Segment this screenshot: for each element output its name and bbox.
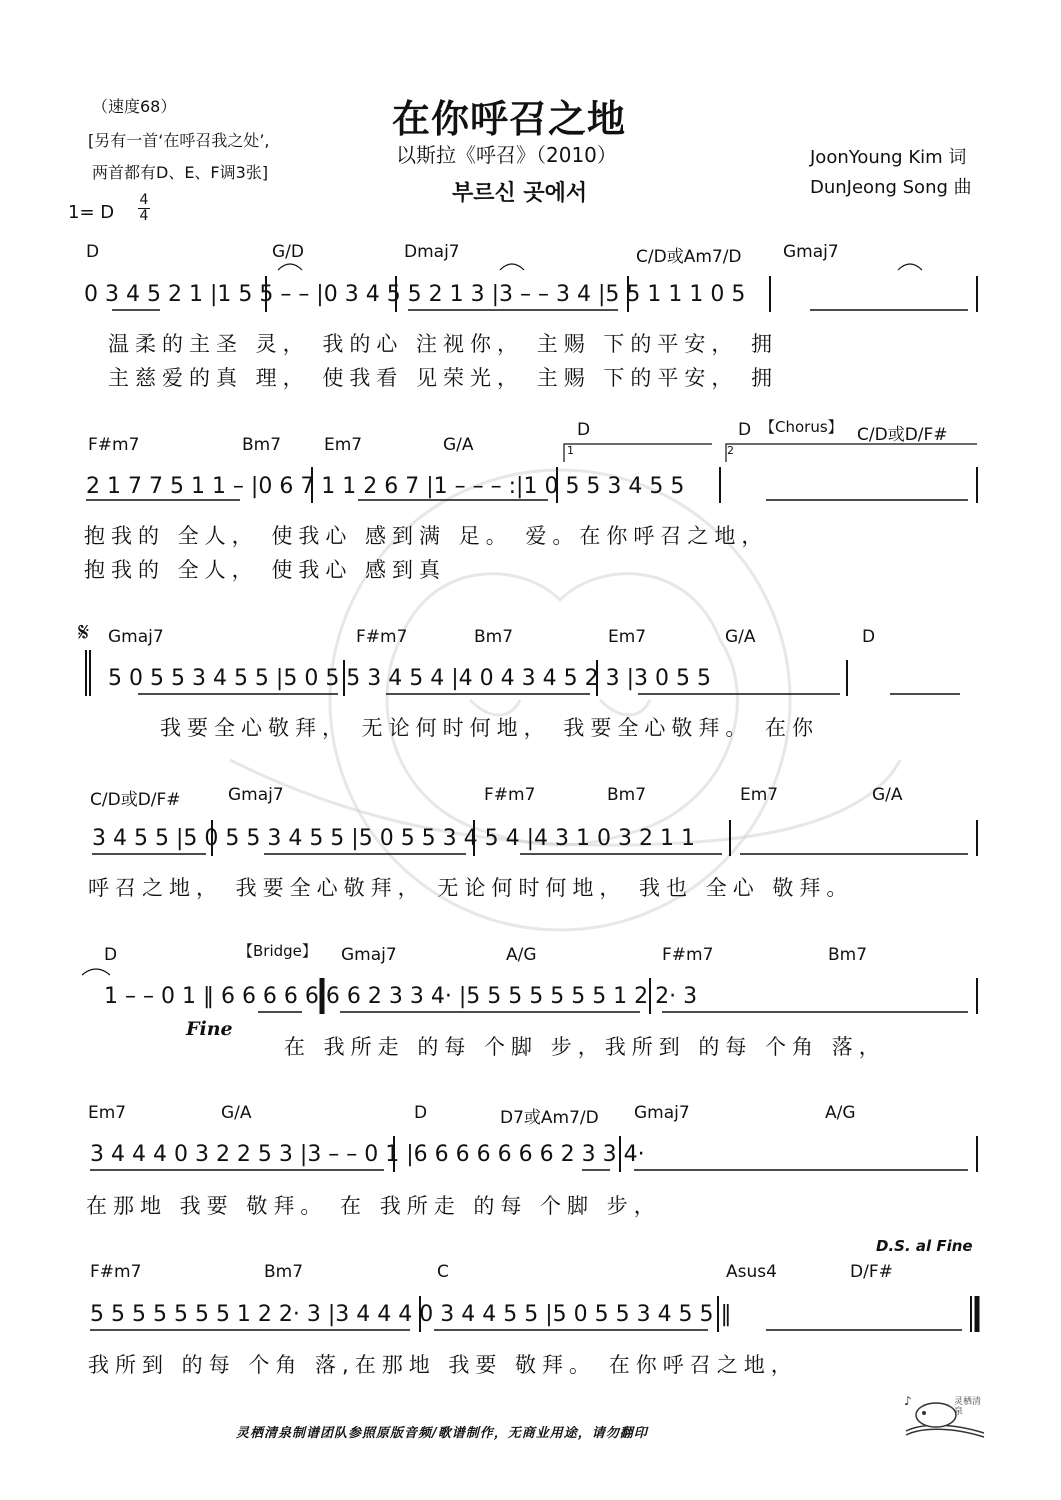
notation-line-6: 3 4 4 4 0 3 2 2 5 3 |3 – – 0 1 |6 6 6 6 6 6 6 2 3 3 4· xyxy=(90,1142,645,1167)
footer-note: 灵栖清泉制谱团队参照原版音频/歌谱制作，无商业用途，请勿翻印 xyxy=(236,1426,648,1441)
chord-label: Dmaj7 xyxy=(404,242,460,262)
chord-label: F#m7 xyxy=(484,785,536,805)
chord-label: C/D或D/F# xyxy=(857,425,948,445)
time-top: 4 xyxy=(139,192,149,208)
time-bottom: 4 xyxy=(139,208,149,224)
lyric-verse-1: 温柔的主圣 灵， 我的心 注视你， 主赐 下的平安， 拥 xyxy=(108,332,779,356)
chord-label: D/F# xyxy=(850,1262,893,1282)
chord-label: Bm7 xyxy=(264,1262,304,1282)
bridge-marker: 【Bridge】 xyxy=(238,942,317,960)
notation-line-4: 3 4 5 5 |5 0 5 5 3 4 5 5 |5 0 5 5 3 4 5 4 |4 3 1 0 3 2 1 1 xyxy=(92,826,695,851)
lyric-chorus: 呼召之地， 我要全心敬拜， 无论何时何地， 我也 全心 敬拜。 xyxy=(88,876,854,900)
segno-icon: 𝄋 xyxy=(78,618,90,648)
chord-label: C xyxy=(437,1262,449,1282)
chord-label: C/D或Am7/D xyxy=(636,247,742,267)
chord-label: G/A xyxy=(872,785,903,805)
chord-label: G/A xyxy=(725,627,756,647)
chord-label: D7或Am7/D xyxy=(500,1108,599,1128)
lyric-verse-2: 抱我的 全人， 使我心 感到真 xyxy=(84,558,447,582)
chord-label: F#m7 xyxy=(90,1262,142,1282)
volta-1-label: 1 xyxy=(567,444,574,457)
chord-label: Bm7 xyxy=(242,435,282,455)
chord-label: D xyxy=(577,420,591,440)
korean-title: 부르신 곳에서 xyxy=(452,181,588,206)
chord-label: Gmaj7 xyxy=(228,785,284,805)
chord-label: F#m7 xyxy=(662,945,714,965)
key-signature: 1= D xyxy=(68,202,115,223)
chord-label: A/G xyxy=(825,1103,856,1123)
chord-label: Em7 xyxy=(740,785,779,805)
lyric-bridge: 我所到 的每 个角 落,在那地 我要 敬拜。 在你呼召之地， xyxy=(88,1353,798,1377)
chord-label: Bm7 xyxy=(474,627,514,647)
song-source: 以斯拉《呼召》（2010） xyxy=(396,143,617,167)
composer-credit: DunJeong Song 曲 xyxy=(810,177,972,198)
chord-label: Em7 xyxy=(324,435,363,455)
lyric-chorus: 我要全心敬拜， 无论何时何地， 我要全心敬拜。 在你 xyxy=(160,716,820,740)
chord-label: G/A xyxy=(443,435,474,455)
chord-label: D xyxy=(414,1103,428,1123)
notation-line-3: 5 0 5 5 3 4 5 5 |5 0 5 5 3 4 5 4 |4 0 4 3 4 5 2 3 |3 0 5 5 xyxy=(108,666,711,691)
chord-label: Asus4 xyxy=(726,1262,777,1282)
logo-text: 灵栖清泉 xyxy=(954,1397,982,1417)
chord-label: D xyxy=(104,945,118,965)
version-note-line1: [另有一首‘在呼召我之处’, xyxy=(88,131,270,150)
chord-label: F#m7 xyxy=(356,627,408,647)
chord-label: F#m7 xyxy=(88,435,140,455)
tempo-note: （速度68） xyxy=(92,97,177,116)
notation-line-2: 2 1 7 7 5 1 1 – |0 6 7 1 1 2 6 7 |1 – – – :|1 0 5 5 3 4 5 5 xyxy=(86,474,685,499)
fine-marker: Fine xyxy=(186,1018,233,1040)
notation-line-5: 1 – – 0 1 ‖ 6 6 6 6 6 6 6 2 3 3 4· |5 5 5 5 5 5 5 1 2 2· 3 xyxy=(104,984,698,1009)
chord-label: Gmaj7 xyxy=(108,627,164,647)
notation-line-7: 5 5 5 5 5 5 5 1 2 2· 3 |3 4 4 4 0 3 4 4 5 5 |5 0 5 5 3 4 5 5 ‖ xyxy=(90,1302,732,1327)
lyric-verse-2: 主慈爱的真 理， 使我看 见荣光， 主赐 下的平安， 拥 xyxy=(108,366,779,390)
chord-label: Gmaj7 xyxy=(341,945,397,965)
version-note-line2: 两首都有D、E、F调3张] xyxy=(92,163,269,182)
chord-label: A/G xyxy=(506,945,537,965)
svg-text:♪: ♪ xyxy=(904,1394,912,1408)
chord-label: D xyxy=(738,420,752,440)
chord-label: G/A xyxy=(221,1103,252,1123)
chord-label: D xyxy=(862,627,876,647)
song-title: 在你呼召之地 xyxy=(392,97,627,141)
chord-label: Bm7 xyxy=(607,785,647,805)
ds-al-fine-marker: D.S. al Fine xyxy=(876,1237,973,1255)
chord-label: C/D或D/F# xyxy=(90,790,181,810)
chord-label: Em7 xyxy=(608,627,647,647)
lyricist-credit: JoonYoung Kim 词 xyxy=(810,147,967,168)
chorus-marker: 【Chorus】 xyxy=(760,418,843,436)
chord-label: Gmaj7 xyxy=(634,1103,690,1123)
lyric-verse-1: 抱我的 全人， 使我心 感到满 足。 爱。在你呼召之地， xyxy=(84,524,769,548)
chord-label: Bm7 xyxy=(828,945,868,965)
lyric-bridge: 在 我所走 的每 个脚 步，我所到 的每 个角 落， xyxy=(284,1035,886,1059)
chord-label: Gmaj7 xyxy=(783,242,839,262)
chord-label: G/D xyxy=(272,242,304,262)
chord-label: Em7 xyxy=(88,1103,127,1123)
chord-label: D xyxy=(86,242,100,262)
notation-line-1: 0 3 4 5 2 1 |1 5 5 – – |0 3 4 5 5 2 1 3 |3 – – 3 4 |5 5 1 1 1 0 5 xyxy=(84,282,746,307)
lamb-logo-icon xyxy=(902,1393,988,1439)
volta-2-label: 2 xyxy=(727,444,734,457)
lyric-bridge: 在那地 我要 敬拜。 在 我所走 的每 个脚 步， xyxy=(86,1194,661,1218)
